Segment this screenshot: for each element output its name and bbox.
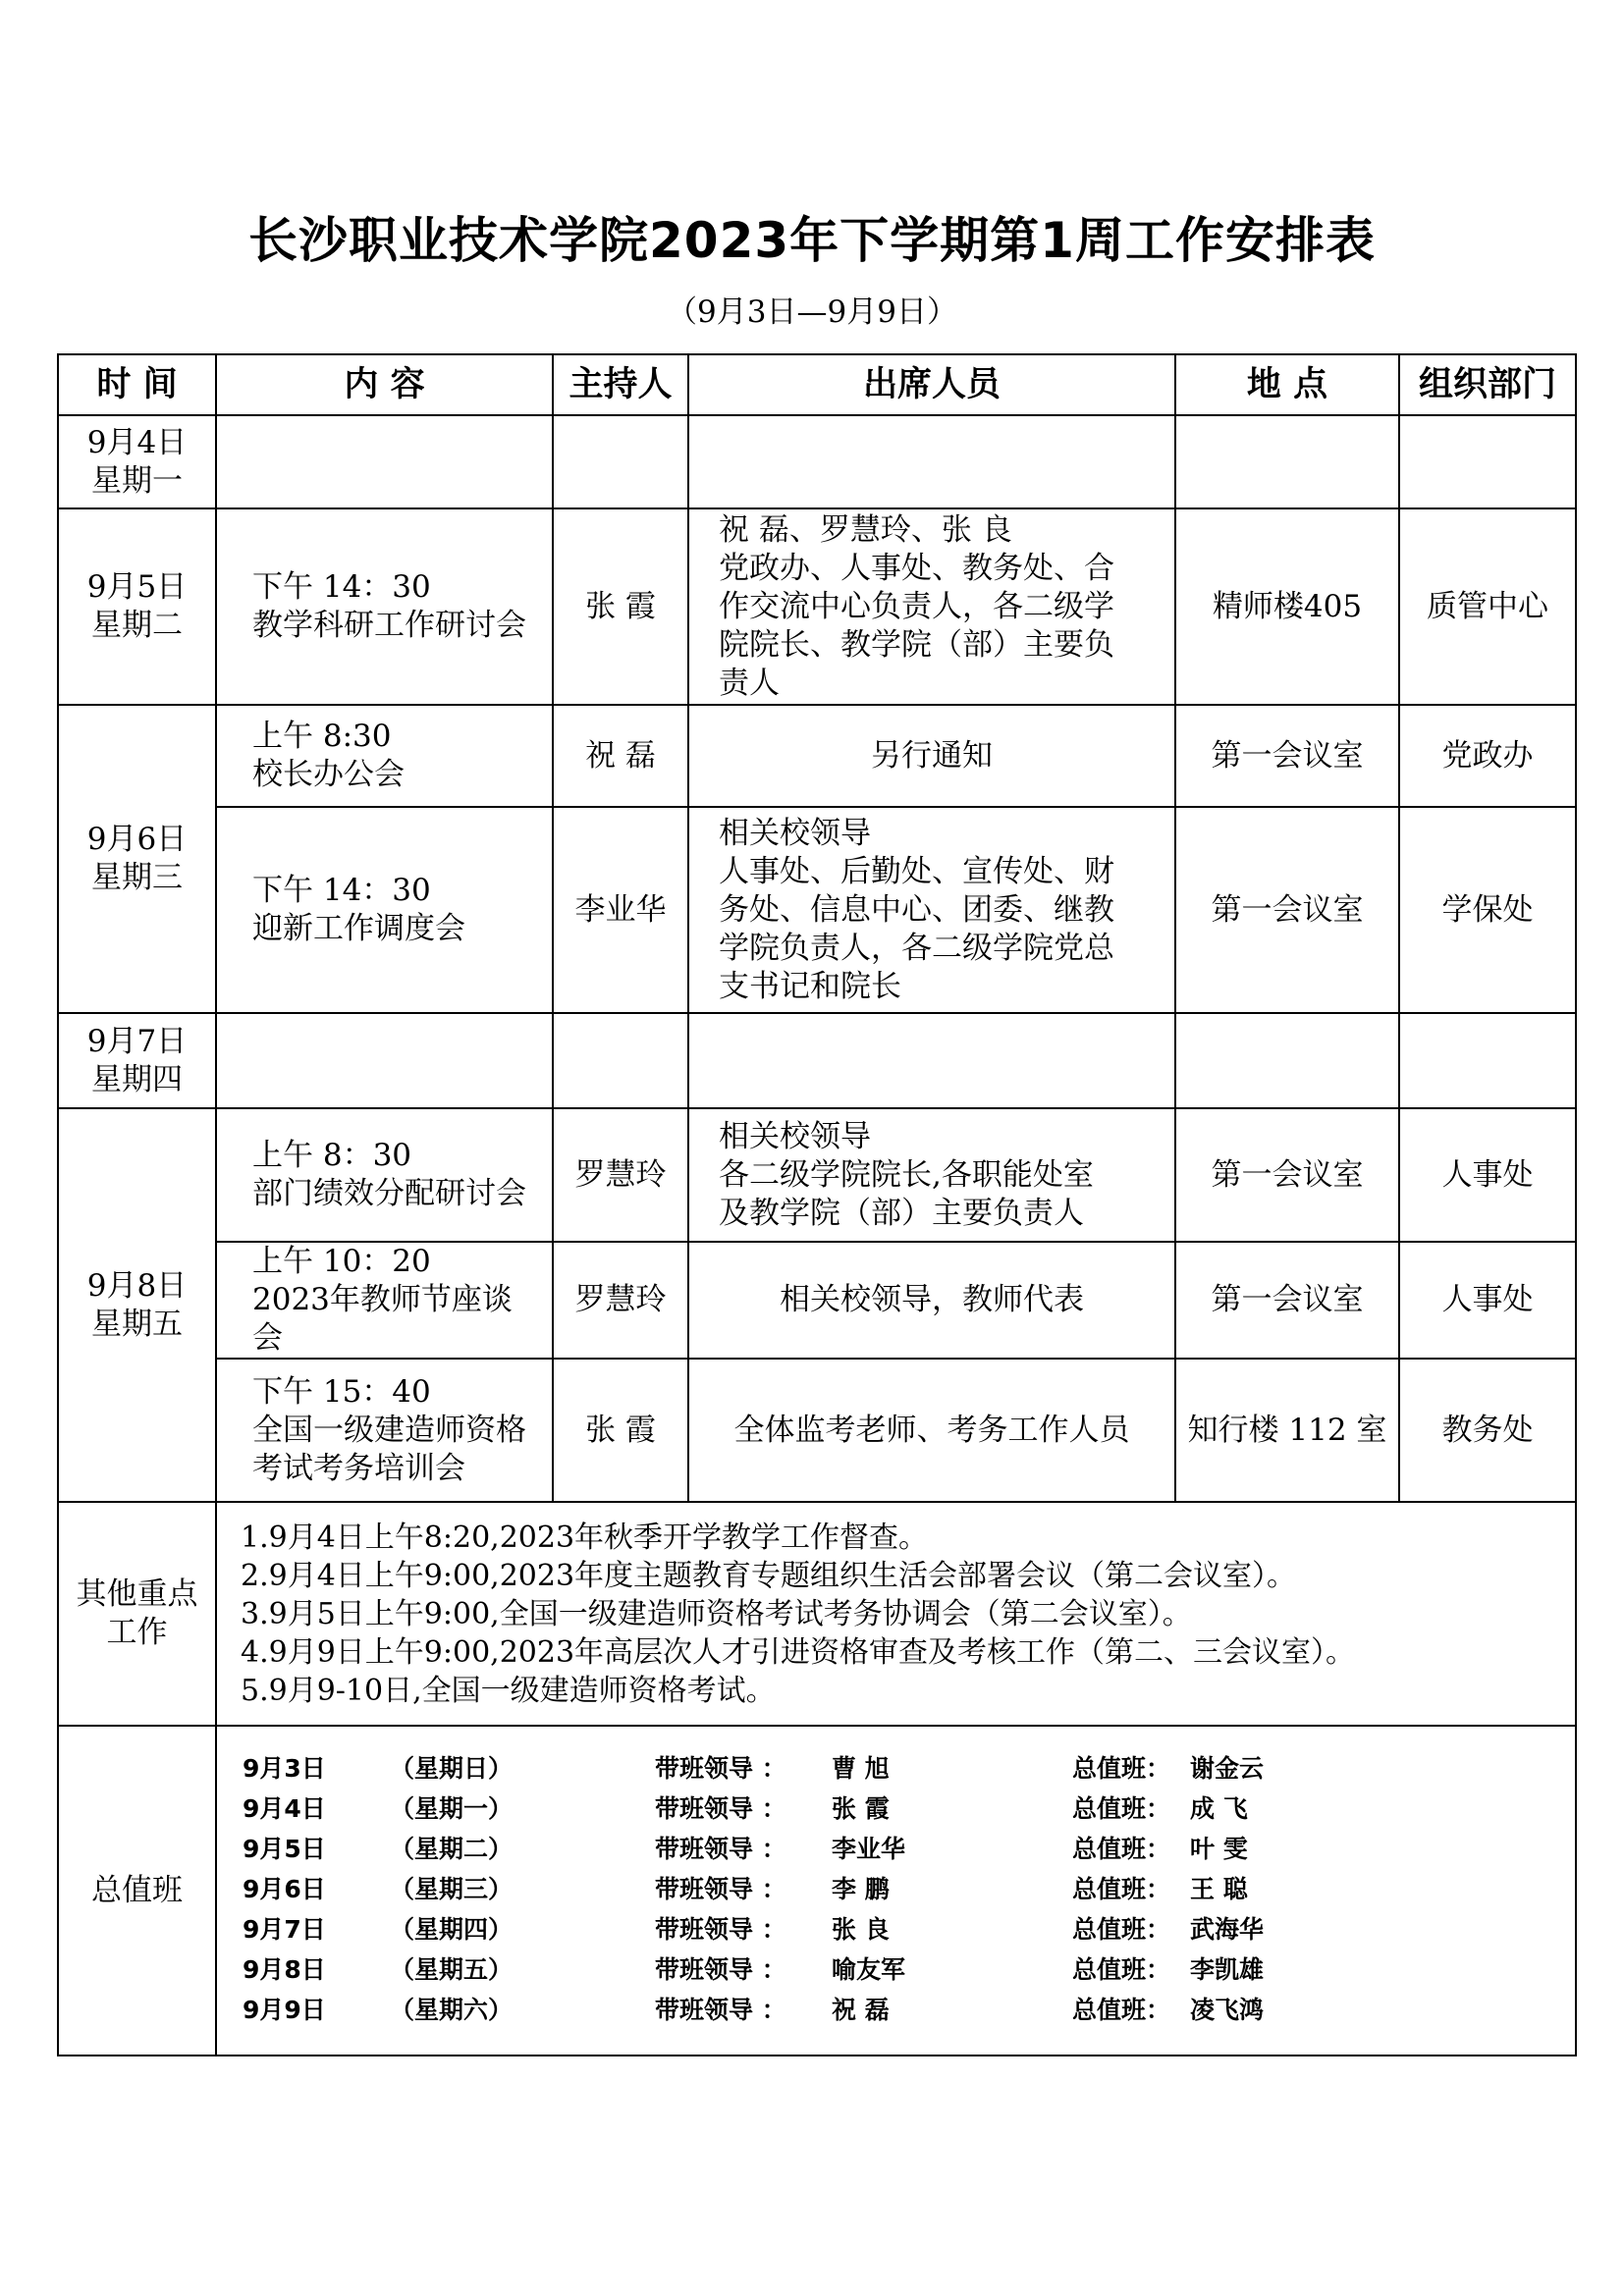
schedule-table [57, 353, 1577, 2056]
day-weekday: 星期一 [91, 462, 183, 499]
attendee-line: 及教学院（部）主要负责人 [719, 1195, 1084, 1231]
duty-leader: 李 鹏 [832, 1874, 890, 1903]
event-title: 考试考务培训会 [252, 1450, 465, 1486]
duty-weekday: （星期一） [390, 1793, 514, 1823]
other-label-line: 工作 [106, 1615, 168, 1650]
attendee-line: 学院负责人，各二级学院党总 [719, 930, 1114, 966]
duty-leader-label: 带班领导 ： [655, 1954, 786, 1984]
duty-date: 9月8日 [243, 1954, 326, 1984]
attendee-line: 责人 [719, 665, 780, 701]
event-attendees [688, 1108, 1175, 1242]
day-weekday: 星期三 [91, 860, 183, 895]
empty-cell [1399, 415, 1576, 508]
table-row [58, 415, 1576, 508]
duty-leader: 张 霞 [832, 1793, 890, 1823]
empty-cell [1175, 1013, 1399, 1108]
duty-leader: 李业华 [832, 1834, 906, 1863]
event-content [216, 807, 553, 1013]
duty-date: 9月4日 [243, 1793, 326, 1823]
event-time: 下午 14：30 [252, 569, 431, 605]
duty-leader-label: 带班领导 ： [655, 1753, 786, 1783]
event-title: 校长办公会 [252, 757, 405, 792]
event-content [216, 1242, 553, 1359]
duty-chief: 凌飞鸿 [1190, 1995, 1265, 2024]
table-row [58, 1013, 1576, 1108]
table-row [58, 1108, 1576, 1242]
event-department: 人事处 [1399, 1108, 1576, 1242]
day-cell-fri [58, 1108, 216, 1502]
list-item: 4.9月9日上午9:00,2023年高层次人才引进资格审查及考核工作（第二、三会议室）。 [241, 1634, 1356, 1670]
event-host: 李业华 [553, 807, 688, 1013]
attendee-line: 务处、信息中心、团委、继教 [719, 891, 1114, 928]
event-host: 祝 磊 [553, 705, 688, 807]
event-department: 学保处 [1399, 807, 1576, 1013]
duty-leader-label: 带班领导 ： [655, 1793, 786, 1823]
empty-cell [553, 415, 688, 508]
header-row [58, 354, 1576, 415]
empty-cell [1399, 1013, 1576, 1108]
duty-chief: 李凯雄 [1190, 1954, 1265, 1984]
day-date: 9月7日 [86, 1023, 188, 1059]
event-content [216, 705, 553, 807]
event-title: 全国一级建造师资格 [252, 1412, 526, 1448]
event-content [216, 1108, 553, 1242]
duty-row [243, 1869, 1575, 1909]
empty-cell [688, 415, 1175, 508]
duty-row [243, 1909, 1575, 1949]
duty-weekday: （星期六） [390, 1995, 514, 2024]
duty-label: 总值班 [58, 1726, 216, 2056]
event-attendees [688, 807, 1175, 1013]
duty-chief-label: 总值班： [1072, 1914, 1171, 1944]
duty-leader-label: 带班领导 ： [655, 1995, 786, 2024]
table-row [58, 1242, 1576, 1359]
duty-chief: 武海华 [1190, 1914, 1265, 1944]
event-host: 罗慧玲 [553, 1242, 688, 1359]
header-location: 地 点 [1175, 354, 1399, 415]
day-cell-thu [58, 1013, 216, 1108]
event-time: 上午 10：20 [252, 1244, 431, 1279]
other-label-line: 其他重点 [76, 1576, 198, 1612]
duty-leader: 祝 磊 [832, 1995, 890, 2024]
day-weekday: 星期五 [91, 1306, 183, 1342]
event-department: 党政办 [1399, 705, 1576, 807]
duty-weekday: （星期五） [390, 1954, 514, 1984]
duty-leader-label: 带班领导 ： [655, 1834, 786, 1863]
empty-cell [216, 415, 553, 508]
table-row [58, 1359, 1576, 1502]
event-time: 下午 14：30 [252, 873, 431, 908]
day-date: 9月4日 [86, 424, 188, 460]
empty-cell [216, 1013, 553, 1108]
list-item: 1.9月4日上午8:20,2023年秋季开学教学工作督查。 [241, 1520, 929, 1555]
event-department: 教务处 [1399, 1359, 1576, 1502]
list-item: 3.9月5日上午9:00,全国一级建造师资格考试考务协调会（第二会议室）。 [241, 1596, 1192, 1631]
event-title: 教学科研工作研讨会 [252, 608, 526, 643]
attendee-line: 相关校领导 [719, 1118, 871, 1154]
duty-chief-label: 总值班： [1072, 1874, 1171, 1903]
page-subtitle: （9月3日—9月9日） [667, 294, 957, 330]
duty-date: 9月6日 [243, 1874, 326, 1903]
duty-date: 9月3日 [243, 1753, 326, 1783]
duty-roster-list [217, 1735, 1575, 2048]
event-department: 人事处 [1399, 1242, 1576, 1359]
table-row [58, 1726, 1576, 2056]
attendee-line: 支书记和院长 [719, 968, 901, 1004]
other-work-label [58, 1502, 216, 1726]
header-department: 组织部门 [1399, 354, 1576, 415]
day-date: 9月5日 [86, 569, 188, 605]
list-item: 5.9月9-10日,全国一级建造师资格考试。 [241, 1673, 776, 1708]
day-cell-wed [58, 705, 216, 1013]
table-row [58, 807, 1576, 1013]
event-attendees [688, 508, 1175, 705]
duty-row [243, 1748, 1575, 1789]
duty-leader: 喻友军 [832, 1954, 906, 1984]
duty-row [243, 1829, 1575, 1869]
day-weekday: 星期四 [91, 1061, 183, 1097]
event-host: 张 霞 [553, 1359, 688, 1502]
event-time: 上午 8：30 [252, 1138, 412, 1173]
attendee-line: 党政办、人事处、教务处、合 [719, 550, 1114, 586]
event-title: 迎新工作调度会 [252, 911, 465, 946]
day-date: 9月6日 [86, 822, 188, 857]
duty-date: 9月9日 [243, 1995, 326, 2024]
event-location: 知行楼 112 室 [1175, 1359, 1399, 1502]
table-row [58, 705, 1576, 807]
event-location: 第一会议室 [1175, 1108, 1399, 1242]
empty-cell [553, 1013, 688, 1108]
event-content [216, 1359, 553, 1502]
event-location: 第一会议室 [1175, 807, 1399, 1013]
empty-cell [688, 1013, 1175, 1108]
duty-weekday: （星期日） [390, 1753, 514, 1783]
event-location: 精师楼405 [1175, 508, 1399, 705]
duty-chief-label: 总值班： [1072, 1753, 1171, 1783]
empty-cell [1175, 415, 1399, 508]
duty-chief: 谢金云 [1190, 1753, 1265, 1783]
duty-chief: 王 聪 [1190, 1874, 1248, 1903]
event-title: 部门绩效分配研讨会 [252, 1176, 526, 1211]
duty-weekday: （星期三） [390, 1874, 514, 1903]
event-attendees: 相关校领导，教师代表 [688, 1242, 1175, 1359]
duty-chief: 叶 雯 [1190, 1834, 1248, 1863]
event-location: 第一会议室 [1175, 705, 1399, 807]
attendee-line: 相关校领导 [719, 815, 871, 851]
duty-chief: 成 飞 [1190, 1793, 1248, 1823]
duty-roster [216, 1726, 1576, 2056]
event-content [216, 508, 553, 705]
page-title: 长沙职业技术学院2023年下学期第1周工作安排表 [248, 212, 1376, 269]
duty-row [243, 1949, 1575, 1990]
day-date: 9月8日 [86, 1267, 188, 1304]
day-cell-mon [58, 415, 216, 508]
duty-chief-label: 总值班： [1072, 1954, 1171, 1984]
list-item: 2.9月4日上午9:00,2023年度主题教育专题组织生活会部署会议（第二会议室）。 [241, 1558, 1297, 1593]
header-attendees: 出席人员 [688, 354, 1175, 415]
duty-chief-label: 总值班： [1072, 1995, 1171, 2024]
duty-chief-label: 总值班： [1072, 1793, 1171, 1823]
attendee-line: 各二级学院院长,各职能处室 [719, 1156, 1094, 1193]
duty-weekday: （星期二） [390, 1834, 514, 1863]
table-row [58, 508, 1576, 705]
attendee-line: 祝 磊、罗慧玲、张 良 [719, 511, 1012, 548]
header-content: 内 容 [216, 354, 553, 415]
duty-leader: 曹 旭 [832, 1753, 890, 1783]
event-host: 罗慧玲 [553, 1108, 688, 1242]
event-time: 下午 15：40 [252, 1373, 431, 1410]
attendee-line: 作交流中心负责人，各二级学 [719, 588, 1114, 624]
table-row [58, 1502, 1576, 1726]
event-department: 质管中心 [1399, 508, 1576, 705]
duty-leader-label: 带班领导 ： [655, 1874, 786, 1903]
duty-weekday: （星期四） [390, 1914, 514, 1944]
event-host: 张 霞 [553, 508, 688, 705]
duty-row [243, 1990, 1575, 2030]
duty-date: 9月7日 [243, 1914, 326, 1944]
attendee-line: 院院长、教学院（部）主要负 [719, 626, 1114, 663]
duty-chief-label: 总值班： [1072, 1834, 1171, 1863]
attendee-line: 人事处、后勤处、宣传处、财 [719, 853, 1114, 889]
day-weekday: 星期二 [91, 608, 183, 643]
duty-row [243, 1789, 1575, 1829]
event-title: 2023年教师节座谈会 [252, 1282, 513, 1356]
event-location: 第一会议室 [1175, 1242, 1399, 1359]
header-time: 时 间 [58, 354, 216, 415]
header-host: 主持人 [553, 354, 688, 415]
duty-date: 9月5日 [243, 1834, 326, 1863]
event-attendees: 另行通知 [688, 705, 1175, 807]
event-time: 上午 8:30 [252, 719, 392, 754]
duty-leader: 张 良 [832, 1914, 890, 1944]
duty-leader-label: 带班领导 ： [655, 1914, 786, 1944]
other-work-list [216, 1502, 1576, 1726]
day-cell-tue [58, 508, 216, 705]
event-attendees: 全体监考老师、考务工作人员 [688, 1359, 1175, 1502]
